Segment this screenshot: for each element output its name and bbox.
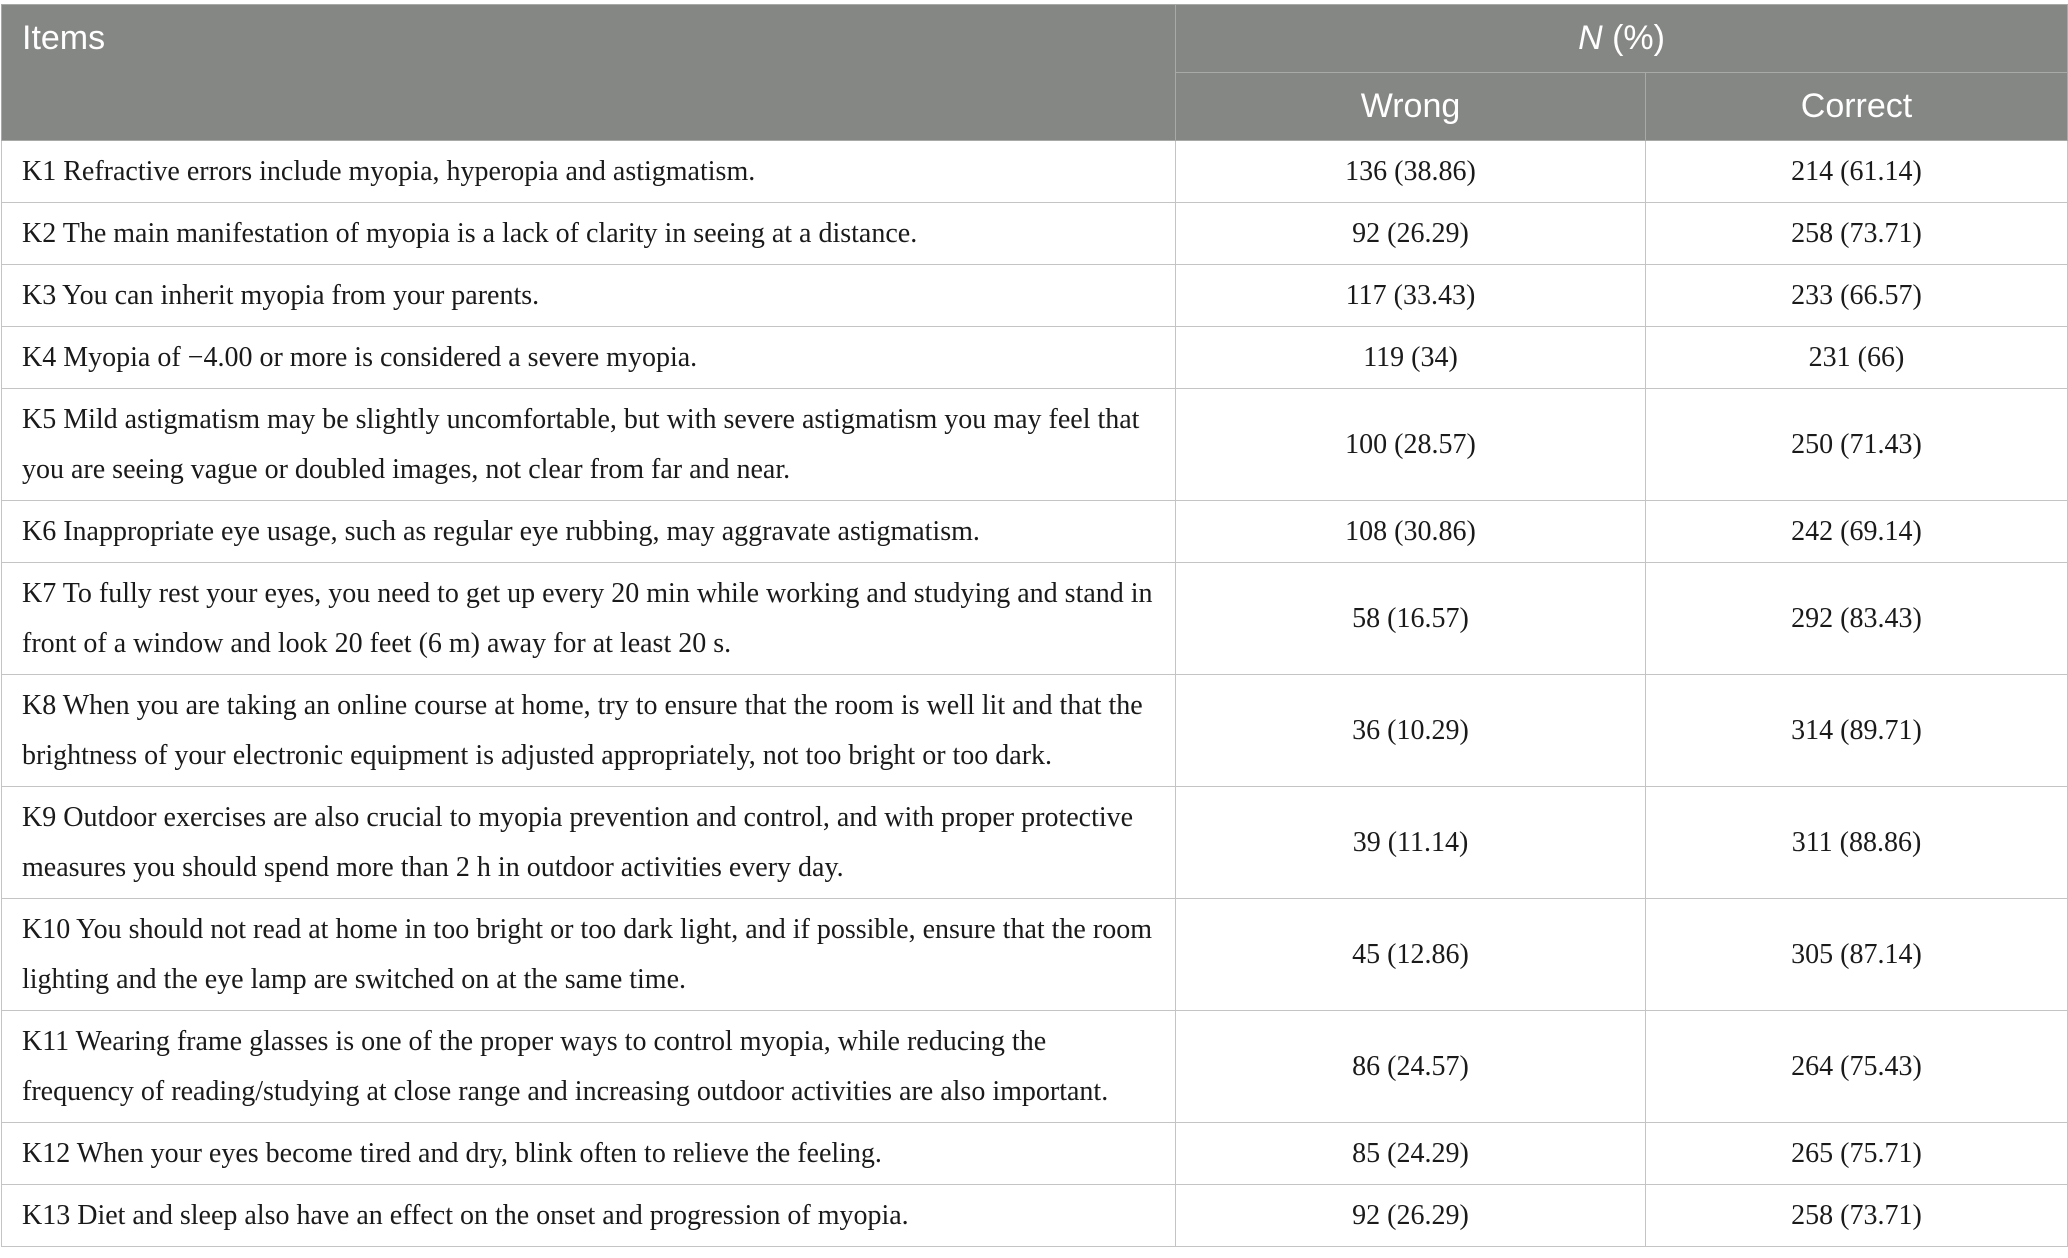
correct-cell: 258 (73.71) [1646, 1185, 2068, 1247]
correct-cell: 250 (71.43) [1646, 389, 2068, 501]
item-cell: K10 You should not read at home in too bright or too dark light, and if possible, ensure that the room lighting and the eye lamp are switched on at the same time. [2, 899, 1176, 1011]
correct-column-header: Correct [1646, 73, 2068, 141]
correct-cell: 265 (75.71) [1646, 1123, 2068, 1185]
wrong-cell: 108 (30.86) [1176, 501, 1646, 563]
knowledge-table [1, 4, 2068, 1247]
item-cell: K7 To fully rest your eyes, you need to get up every 20 min while working and studying and stand in front of a window and look 20 feet (6 m) away for at least 20 s. [2, 563, 1176, 675]
table-row [2, 327, 2068, 389]
n-percent-group-header [1176, 5, 2068, 73]
table-row [2, 563, 2068, 675]
correct-cell: 233 (66.57) [1646, 265, 2068, 327]
table-row [2, 1011, 2068, 1123]
table-row [2, 899, 2068, 1011]
table-body [2, 141, 2068, 1247]
item-cell: K12 When your eyes become tired and dry, blink often to relieve the feeling. [2, 1123, 1176, 1185]
wrong-cell: 85 (24.29) [1176, 1123, 1646, 1185]
table-row [2, 787, 2068, 899]
wrong-cell: 39 (11.14) [1176, 787, 1646, 899]
items-column-header: Items [2, 5, 1176, 141]
correct-cell: 242 (69.14) [1646, 501, 2068, 563]
item-cell: K2 The main manifestation of myopia is a lack of clarity in seeing at a distance. [2, 203, 1176, 265]
wrong-cell: 58 (16.57) [1176, 563, 1646, 675]
correct-cell: 214 (61.14) [1646, 141, 2068, 203]
correct-cell: 292 (83.43) [1646, 563, 2068, 675]
table-row [2, 203, 2068, 265]
table-row [2, 1185, 2068, 1247]
correct-cell: 311 (88.86) [1646, 787, 2068, 899]
table-row [2, 1123, 2068, 1185]
wrong-column-header: Wrong [1176, 73, 1646, 141]
correct-cell: 258 (73.71) [1646, 203, 2068, 265]
item-cell: K13 Diet and sleep also have an effect on the onset and progression of myopia. [2, 1185, 1176, 1247]
item-cell: K1 Refractive errors include myopia, hyperopia and astigmatism. [2, 141, 1176, 203]
table-row [2, 265, 2068, 327]
wrong-cell: 119 (34) [1176, 327, 1646, 389]
wrong-cell: 92 (26.29) [1176, 203, 1646, 265]
wrong-cell: 86 (24.57) [1176, 1011, 1646, 1123]
table-row [2, 141, 2068, 203]
wrong-cell: 136 (38.86) [1176, 141, 1646, 203]
percent-label: (%) [1602, 19, 1665, 57]
wrong-cell: 117 (33.43) [1176, 265, 1646, 327]
table-row [2, 389, 2068, 501]
correct-cell: 264 (75.43) [1646, 1011, 2068, 1123]
item-cell: K5 Mild astigmatism may be slightly uncomfortable, but with severe astigmatism you may feel that you are seeing vague or doubled images, not clear from far and near. [2, 389, 1176, 501]
correct-cell: 314 (89.71) [1646, 675, 2068, 787]
wrong-cell: 92 (26.29) [1176, 1185, 1646, 1247]
item-cell: K3 You can inherit myopia from your parents. [2, 265, 1176, 327]
wrong-cell: 36 (10.29) [1176, 675, 1646, 787]
n-label: N [1578, 19, 1603, 57]
item-cell: K8 When you are taking an online course at home, try to ensure that the room is well lit and that the brightness of your electronic equipment is adjusted appropriately, not too bright or too dark. [2, 675, 1176, 787]
item-cell: K9 Outdoor exercises are also crucial to myopia prevention and control, and with proper protective measures you should spend more than 2 h in outdoor activities every day. [2, 787, 1176, 899]
wrong-cell: 45 (12.86) [1176, 899, 1646, 1011]
table-header [2, 5, 2068, 141]
item-cell: K6 Inappropriate eye usage, such as regular eye rubbing, may aggravate astigmatism. [2, 501, 1176, 563]
correct-cell: 305 (87.14) [1646, 899, 2068, 1011]
correct-cell: 231 (66) [1646, 327, 2068, 389]
item-cell: K11 Wearing frame glasses is one of the proper ways to control myopia, while reducing the frequency of reading/studying at close range and increasing outdoor activities are also important. [2, 1011, 1176, 1123]
table-row [2, 675, 2068, 787]
wrong-cell: 100 (28.57) [1176, 389, 1646, 501]
item-cell: K4 Myopia of −4.00 or more is considered a severe myopia. [2, 327, 1176, 389]
table-row [2, 501, 2068, 563]
